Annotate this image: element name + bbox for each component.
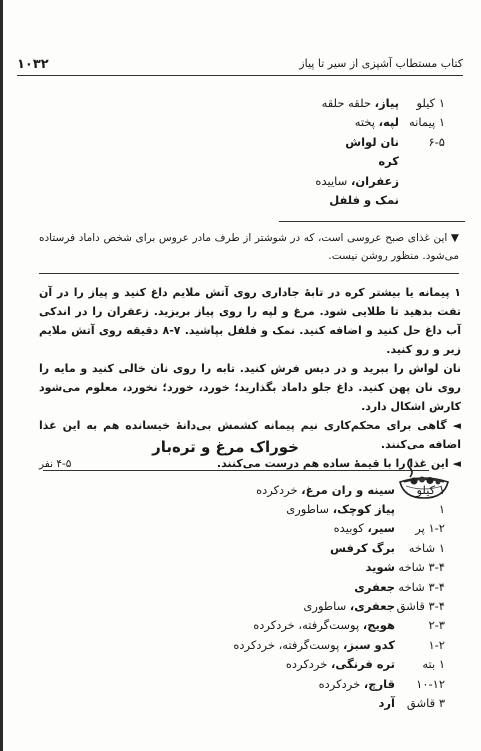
instruction-tip: ◄ این غذا را با قیمهٔ ساده هم درست می‌کنند. — [216, 457, 461, 470]
title-divider — [43, 470, 429, 471]
instruction-paragraph: ۱ پیمانه یا بیشتر کره در تابهٔ جاداری روی آتش ملایم داغ کنید و پیاز را در آن تفت بدهید تا طلایی شود. مرغ و لپه را روی پیاز بریزید. زعفران را در اندکی آب داغ حل کنید و اضافه کنید. نمک و فلفل بپاشید. ۷-۸ دقیقه روی آتش ملایم زیر و رو کنید. — [39, 286, 461, 356]
ingredient-row: ۶-۵ نان لواش — [345, 134, 445, 149]
ingredient-row: ۱ پیاز کوچک، ساطوری — [286, 502, 445, 517]
ingredient-list-2 — [233, 480, 445, 713]
page-header — [17, 57, 463, 72]
ingredient-row: ۱ شاخه برگ کرفس — [330, 540, 445, 555]
footnote: ▼ این غذای صبح عروسی است، که در شوشتر از طرف مادر عروس برای شخص داماد فرستاده می‌شود. منظور روشن نیست. — [39, 232, 459, 262]
ingredient-row: ۳-۴ شاخه شوید — [365, 560, 445, 575]
ingredient-row: ۱۰-۱۲ قارچ، خردکرده — [318, 676, 445, 691]
book-title: کتاب مستطاب آشپزی از سیر تا پیاز — [299, 57, 463, 70]
note-divider — [279, 221, 465, 222]
ingredient-row: ۱ پیمانه لپه، پخته — [354, 115, 445, 130]
ingredient-row: ۲-۳ هویج، پوست‌گرفته، خردکرده — [253, 618, 445, 633]
ingredient-row: کره — [378, 154, 399, 169]
ingredient-row: ۳-۴ شاخه جعفری — [354, 579, 445, 594]
ingredient-row: ۱ بته تره فرنگی، خردکرده — [285, 657, 445, 672]
recipe-title: خوراک مرغ و تره‌بار — [152, 438, 299, 456]
ingredient-row: ۳ قاشق آرد — [378, 695, 445, 710]
ingredient-row: ۱-۲ کدو سبز، پوست‌گرفته، خردکرده — [233, 637, 445, 652]
section-divider — [39, 273, 459, 274]
instruction-paragraph: نان لواش را ببرید و در دیس فرش کنید. تابه را روی نان خالی کنید و مایه را روی نان پهن کنید. داغ جلو داماد بگذارید؛ خورد، خورد؛ نخورد، معلوم می‌شود کارش اشکال دارد. — [39, 362, 461, 413]
instruction-tip: ◄ گاهی برای محکم‌کاری نیم پیمانه کشمش بی‌دانهٔ خیسانده هم به این غذا اضافه می‌کنند. — [39, 419, 461, 451]
ingredient-row: ۳-۴ قاشق جعفری، ساطوری — [303, 599, 445, 614]
ingredient-row: نمک و فلفل — [329, 193, 399, 208]
ingredient-row: ۱ کیلو پیاز، حلقه حلقه — [321, 95, 445, 110]
ingredient-row: ۱ کیلو سینه و ران مرغ، خردکرده — [256, 482, 445, 497]
header-divider — [17, 75, 463, 76]
page-number: ۱۰۳۲ — [17, 57, 49, 72]
ingredient-list-1 — [315, 93, 445, 210]
ingredient-row: ۱-۲ پر سیر، کوبیده — [333, 521, 445, 536]
servings: ۴-۵ نفر — [39, 458, 72, 470]
ingredient-row: زعفران، ساییده — [315, 173, 399, 188]
